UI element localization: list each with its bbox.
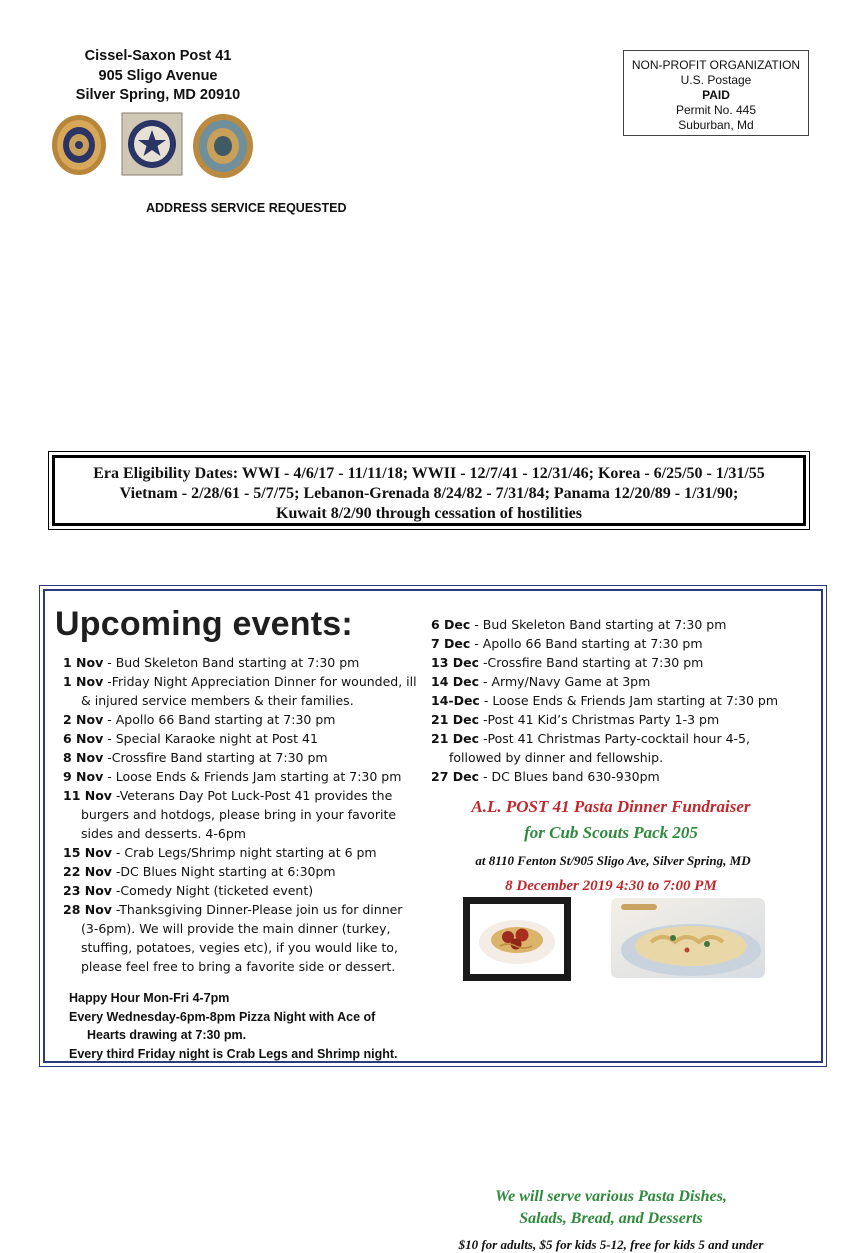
event-item: 21 Dec -Post 41 Christmas Party-cocktail hour 4-5, followed by dinner and fellowship. [431,731,750,765]
promo-location: at 8110 Fenton St/905 Sligo Ave, Silver Spring, MD [475,853,751,868]
indicia-line-postage: U.S. Postage [680,73,752,87]
promo-subtitle: for Cub Scouts Pack 205 [524,823,698,842]
event-item: 14 Dec - Army/Navy Game at 3pm [431,674,651,689]
event-item: 27 Dec - DC Blues band 630-930pm [431,769,660,784]
promo-title: A.L. POST 41 Pasta Dinner Fundraiser [471,797,751,816]
event-item: 22 Nov -DC Blues Night starting at 6:30pm [63,864,336,879]
indicia-line-paid: PAID [702,88,730,102]
event-item: 15 Nov - Crab Legs/Shrimp night starting at 6 pm [63,845,377,860]
events-title: Upcoming events: [55,605,353,643]
postage-indicia [623,50,809,136]
promo-prices: $10 for adults, $5 for kids 5-12, free for kids 5 and under [458,1237,764,1252]
event-item: 1 Nov -Friday Night Appreciation Dinner for wounded, ill & injured service members & their families. [63,674,417,708]
november-events-list [63,653,418,976]
indicia-line-city: Suburban, Md [678,118,754,132]
post-name: Cissel-Saxon Post 41 [84,48,232,64]
era-line-2: Vietnam - 2/28/61 - 5/7/75; Lebanon-Grenada 8/24/82 - 7/31/84; Panama 12/20/89 - 1/31/90; [119,485,739,502]
event-item: 23 Nov -Comedy Night (ticketed event) [63,883,314,898]
wednesday-note: Every Wednesday-6pm-8pm Pizza Night with Ace of [69,1009,376,1024]
city-state-zip: Silver Spring, MD 20910 [75,87,241,103]
happy-hour-note: Happy Hour Mon-Fri 4-7pm [69,991,230,1005]
promo-datetime: 8 December 2019 4:30 to 7:00 PM [505,878,717,894]
promo-menu [431,1186,791,1230]
event-item: 6 Nov - Special Karaoke night at Post 41 [63,731,318,746]
event-item: 9 Nov - Loose Ends & Friends Jam starting at 7:30 pm [63,769,402,784]
event-item: 21 Dec -Post 41 Kid’s Christmas Party 1-3 pm [431,712,720,727]
friday-note: Every third Friday night is Crab Legs and Shrimp night. [69,1046,398,1061]
era-line-3: Kuwait 8/2/90 through cessation of hostilities [276,505,582,522]
promo-menu-line-2: Salads, Bread, and Desserts [519,1210,703,1227]
promo-menu-line-1: We will serve various Pasta Dishes, [495,1188,727,1205]
event-item: 14-Dec - Loose Ends & Friends Jam starting at 7:30 pm [431,693,779,708]
sons-of-legion-emblem [191,112,255,180]
event-item: 6 Dec - Bud Skeleton Band starting at 7:30 pm [431,617,727,632]
era-eligibility-box [48,451,810,530]
return-address [40,47,276,106]
event-item: 13 Dec -Crossfire Band starting at 7:30 pm [431,655,704,670]
indicia-line-org: NON-PROFIT ORGANIZATION [631,58,801,72]
wednesday-note-cont: Hearts drawing at 7:30 pm. [87,1028,247,1042]
event-item: 28 Nov -Thanksgiving Dinner-Please join us for dinner (3-6pm). We will provide the main dinner (turkey, stuffing, potatoes, vegies etc), if you would like to, please feel free to bring a favorite side or dessert. [63,902,403,974]
recurring-notes [69,989,419,1063]
pasta-dish-photo [611,898,765,978]
american-legion-emblem [50,112,108,178]
address-service-requested: ADDRESS SERVICE REQUESTED [146,201,347,215]
street-address: 905 Sligo Avenue [98,67,218,84]
indicia-line-permit: Permit No. 445 [675,103,757,117]
event-item: 8 Nov -Crossfire Band starting at 7:30 pm [63,750,328,765]
event-item: 11 Nov -Veterans Day Pot Luck-Post 41 provides the burgers and hotdogs, please bring in your favorite sides and desserts. 4-6pm [63,788,397,841]
upcoming-events-panel [39,585,827,1252]
legion-auxiliary-emblem [121,112,183,176]
event-item: 1 Nov - Bud Skeleton Band starting at 7:30 pm [63,655,360,670]
december-events-list [431,615,801,786]
spaghetti-meatballs-photo [463,897,571,981]
event-item: 7 Dec - Apollo 66 Band starting at 7:30 pm [431,636,703,651]
event-item: 2 Nov - Apollo 66 Band starting at 7:30 pm [63,712,336,727]
era-line-1: Era Eligibility Dates: WWI - 4/6/17 - 11/11/18; WWII - 12/7/41 - 12/31/46; Korea - 6/25/50 - 1/31/55 [93,465,765,482]
